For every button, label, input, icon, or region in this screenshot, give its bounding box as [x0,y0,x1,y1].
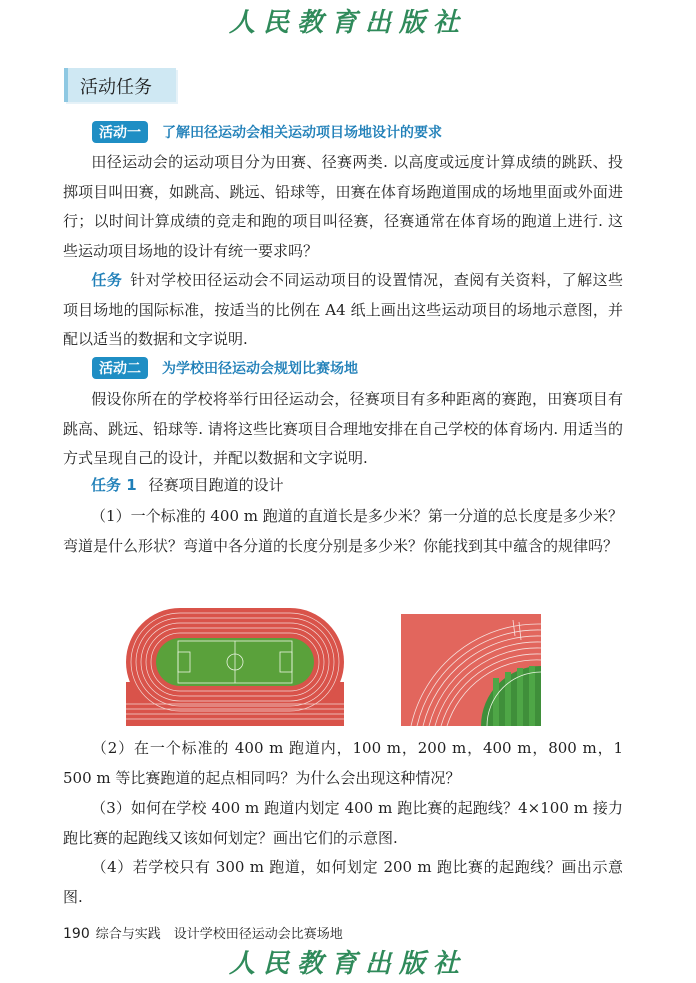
footer-text: 综合与实践 设计学校田径运动会比赛场地 [95,927,343,942]
stadium-track-image [126,608,344,726]
question-2: （2）在一个标准的 400 m 跑道内，100 m，200 m，400 m，800 m，1 500 m 等比赛跑道的起点相同吗？为什么会出现这种情况？ [63,739,623,787]
section-title: 活动任务 [80,77,152,98]
page-footer [63,923,343,942]
page-number: 190 [63,926,90,942]
activity1-title: 了解田径运动会相关运动项目场地设计的要求 [162,125,442,141]
track-corner-image [401,614,541,726]
activity2-title: 为学校田径运动会规划比赛场地 [162,361,358,377]
publisher-logo-bottom: 人民教育出版社 [228,949,467,979]
task1-heading [91,474,284,495]
activity1-task-label: 任务 [91,271,123,289]
activity1-paragraph: 田径运动会的运动项目分为田赛、径赛两类. 以高度或远度计算成绩的跳跃、投掷项目叫田赛，如跳高、跳远、铅球等，田赛在体育场跑道围成的场地里面或外面进行；以时间计算成绩的竞走和跑的项目叫径赛，径赛通常在体育场的跑道上进行. 这些运动项目场地的设计有统一要求吗？ [63,153,623,260]
activity2-paragraph: 假设你所在的学校将举行田径运动会，径赛项目有多种距离的赛跑，田赛项目有跳高、跳远、铅球等. 请将这些比赛项目合理地安排在自己学校的体育场内. 用适当的方式呈现自己的设计，并配以数据和文字说明. [63,390,623,467]
task1-label: 任务 1 [91,476,137,494]
activity2-heading [92,357,358,379]
activity1-badge: 活动一 [92,121,148,143]
activity1-task: 任务 针对学校田径运动会不同运动项目的设置情况，查阅有关资料，了解这些项目场地的国际标准，按适当的比例在 A4 纸上画出这些运动项目的场地示意图，并配以适当的数据和文字说明. [63,271,623,348]
section-header [64,68,176,102]
question-4: （4）若学校只有 300 m 跑道，如何划定 200 m 跑比赛的起跑线？画出示意图. [63,858,623,906]
question-1: （1）一个标准的 400 m 跑道的直道长是多少米？第一分道的总长度是多少米？弯道是什么形状？弯道中各分道的长度分别是多少米？你能找到其中蕴含的规律吗？ [63,507,623,555]
activity1-heading [92,121,442,143]
activity2-badge: 活动二 [92,357,148,379]
publisher-logo-top: 人民教育出版社 [228,8,467,38]
question-3: （3）如何在学校 400 m 跑道内划定 400 m 跑比赛的起跑线？4×100 m 接力跑比赛的起跑线又该如何划定？画出它们的示意图. [63,799,623,847]
task1-title: 径赛项目跑道的设计 [148,476,284,494]
